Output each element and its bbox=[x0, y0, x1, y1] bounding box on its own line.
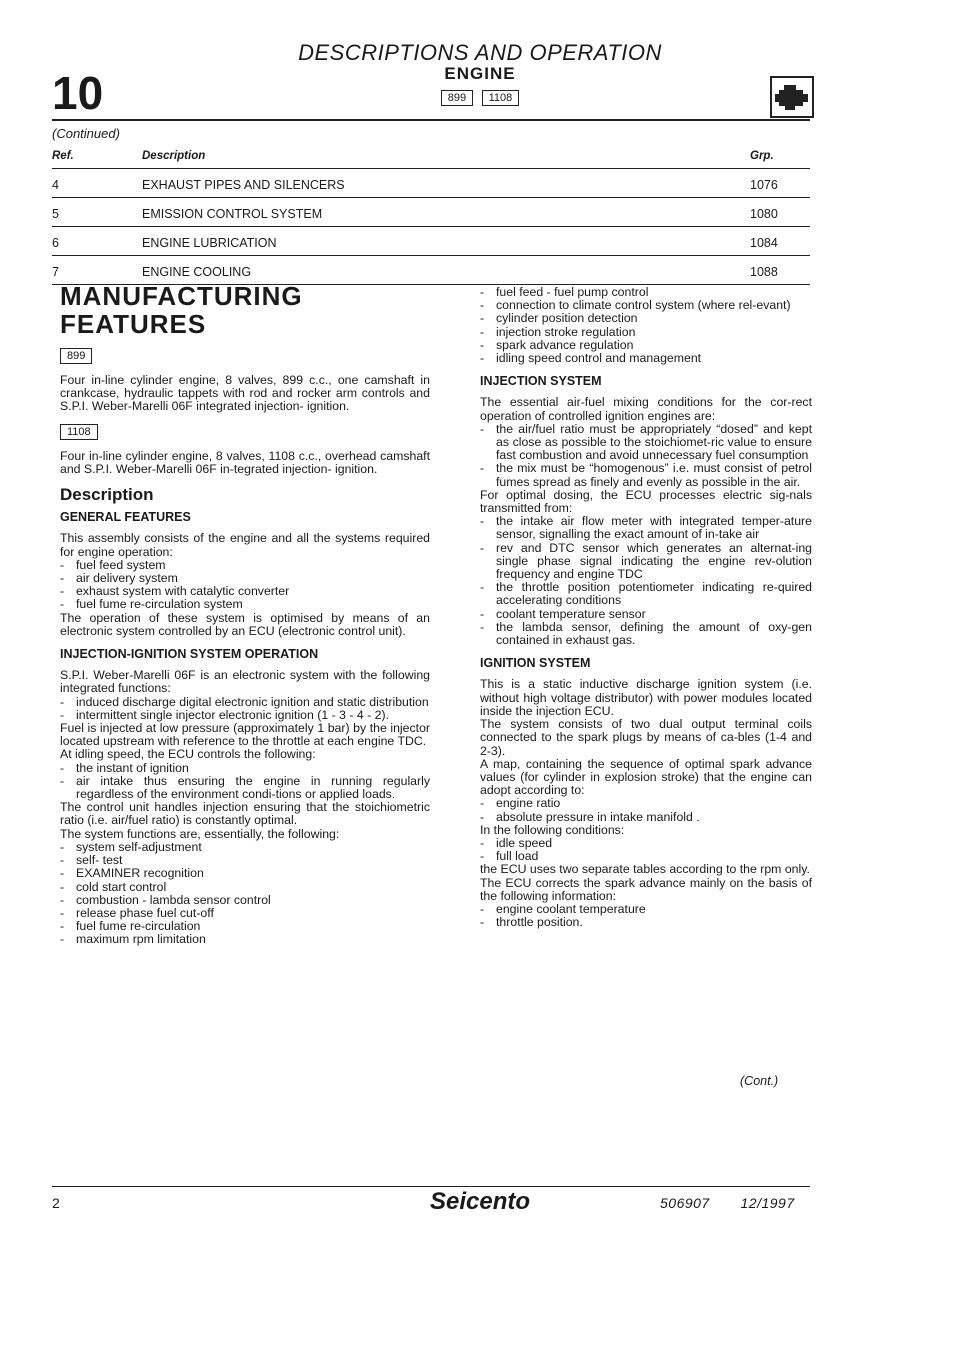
list-item: - the intake air flow meter with integrated temper-ature sensor, signalling the exact amount of in-take air bbox=[480, 515, 812, 541]
table-cell: 7 bbox=[52, 256, 142, 285]
table-cell: 1076 bbox=[750, 169, 810, 198]
box-899: 899 bbox=[60, 348, 92, 364]
control-unit-paragraph: The control unit handles injection ensuring that the stoichiometric ratio (i.e. air/fuel ratio) is constantly optimal. bbox=[60, 800, 430, 828]
table-cell: ENGINE LUBRICATION bbox=[142, 227, 750, 256]
ignition-para-2: The system consists of two dual output terminal coils connected to the spark plugs by means of ca-bles (1-4 and 2-3). bbox=[480, 717, 812, 758]
list-item: - spark advance regulation bbox=[480, 339, 812, 352]
page-number: 2 bbox=[52, 1195, 60, 1211]
idle-intro: At idling speed, the ECU controls the following: bbox=[60, 747, 316, 762]
general-outro: The operation of these system is optimised by means of an electronic system controlled by an ECU (electronic control unit). bbox=[60, 610, 430, 638]
list-item: - injection stroke regulation bbox=[480, 326, 812, 339]
list-item: - idling speed control and management bbox=[480, 352, 812, 365]
badge-899: 899 bbox=[441, 90, 473, 106]
general-features-heading: GENERAL FEATURES bbox=[60, 510, 191, 525]
engine-badges bbox=[0, 88, 960, 106]
table-row bbox=[52, 169, 810, 198]
table-cell: 6 bbox=[52, 227, 142, 256]
list-item: - idle speed bbox=[480, 837, 812, 850]
list-item: - throttle position. bbox=[480, 916, 812, 929]
injection-ignition-heading: INJECTION-IGNITION SYSTEM OPERATION bbox=[60, 647, 319, 662]
table-cell: 4 bbox=[52, 169, 142, 198]
col-grp: Grp. bbox=[750, 148, 810, 169]
table-row bbox=[52, 198, 810, 227]
dosing-intro: For optimal dosing, the ECU processes electric sig-nals transmitted from: bbox=[480, 487, 812, 516]
header-rule bbox=[52, 119, 810, 121]
list-item: - cold start control bbox=[60, 881, 430, 894]
general-intro: This assembly consists of the engine and all the systems required for engine operation: bbox=[60, 531, 430, 559]
document-number: 506907 bbox=[660, 1195, 710, 1211]
document-date: 12/1997 bbox=[740, 1195, 795, 1211]
list-item: - the air/fuel ratio must be appropriately “dosed” and kept as close as possible to the stoichiomet-ric value to ensure fast combustion and avoid unnecessary fuel consumption bbox=[480, 423, 812, 463]
list-item: - the mix must be “homogenous” i.e. must consist of petrol fumes spread as finely and evenly as possible in the air. bbox=[480, 462, 812, 488]
engine-icon bbox=[770, 76, 814, 118]
page-title: DESCRIPTIONS AND OPERATION bbox=[298, 40, 662, 65]
ignition-system-heading: IGNITION SYSTEM bbox=[480, 656, 591, 671]
continued-label: (Continued) bbox=[52, 126, 120, 141]
list-item: - absolute pressure in intake manifold . bbox=[480, 811, 812, 824]
list-item: - self- test bbox=[60, 854, 430, 867]
list-item: - intermittent single injector electronic ignition (1 - 3 - 4 - 2). bbox=[60, 709, 430, 722]
table-cell: 5 bbox=[52, 198, 142, 227]
badge-1108: 1108 bbox=[482, 90, 520, 106]
table-row bbox=[52, 227, 810, 256]
list-item: - fuel fume re-circulation system bbox=[60, 598, 430, 611]
list-item: - EXAMINER recognition bbox=[60, 867, 430, 880]
ecu-tables-paragraph: the ECU uses two separate tables according to the rpm only. bbox=[480, 862, 810, 877]
document-reference bbox=[660, 1195, 795, 1211]
description-heading: Description bbox=[60, 485, 154, 505]
list-item: - air delivery system bbox=[60, 572, 430, 585]
left-column bbox=[60, 282, 430, 947]
features-heading: FEATURES bbox=[60, 309, 207, 339]
footer-rule bbox=[52, 1186, 810, 1187]
page-subtitle: ENGINE bbox=[444, 64, 516, 83]
list-item: - coolant temperature sensor bbox=[480, 608, 812, 621]
col-description: Description bbox=[142, 148, 750, 169]
list-item: - release phase fuel cut-off bbox=[60, 907, 430, 920]
ignition-para-3: A map, containing the sequence of optimal spark advance values (for cylinder in explosion stroke) that the engine can adopt according to: bbox=[480, 756, 812, 798]
list-item: - air intake thus ensuring the engine in running regularly regardless of the environment condi-tions or applied loads. bbox=[60, 775, 430, 801]
ignition-para-1: This is a static inductive discharge ignition system (i.e. without high voltage distributor) with power modules located inside the injection ECU. bbox=[480, 677, 812, 718]
injection-intro: The essential air-fuel mixing conditions for the cor-rect operation of controlled ignition engines are: bbox=[480, 395, 812, 423]
section-number: 10 bbox=[52, 67, 104, 119]
box-1108: 1108 bbox=[60, 424, 98, 440]
list-item: - rev and DTC sensor which generates an alternat-ing single phase signal indicating the engine rev-olution frequency and engine TDC bbox=[480, 542, 812, 582]
table-cell: ENGINE COOLING bbox=[142, 256, 750, 285]
list-item: - system self-adjustment bbox=[60, 841, 430, 854]
ecu-correction-paragraph: The ECU corrects the spark advance mainly on the basis of the following information: bbox=[480, 875, 812, 903]
list-item: - fuel feed system bbox=[60, 559, 430, 572]
reference-table bbox=[52, 148, 810, 285]
list-item: - exhaust system with catalytic converter bbox=[60, 585, 430, 598]
injection-system-heading: INJECTION SYSTEM bbox=[480, 374, 602, 389]
list-item: - cylinder position detection bbox=[480, 312, 812, 325]
manufacturing-heading: MANUFACTURING bbox=[60, 281, 303, 311]
list-item: - connection to climate control system (where rel-evant) bbox=[480, 299, 812, 312]
list-item: - fuel feed - fuel pump control bbox=[480, 286, 812, 299]
list-item: - induced discharge digital electronic ignition and static distribution bbox=[60, 696, 430, 709]
col-ref: Ref. bbox=[52, 148, 142, 169]
table-cell: 1080 bbox=[750, 198, 810, 227]
list-item: - the instant of ignition bbox=[60, 762, 430, 775]
list-item: - engine ratio bbox=[480, 797, 812, 810]
list-item: - fuel fume re-circulation bbox=[60, 920, 430, 933]
table-cell: EXHAUST PIPES AND SILENCERS bbox=[142, 169, 750, 198]
table-cell: 1088 bbox=[750, 256, 810, 285]
para-1108: Four in-line cylinder engine, 8 valves, 1108 c.c., overhead camshaft and S.P.I. Weber-Marelli 06F in-tegrated injection- ignition. bbox=[60, 448, 430, 476]
continued-marker: (Cont.) bbox=[740, 1074, 779, 1088]
table-header-row bbox=[52, 148, 810, 169]
list-item: - the lambda sensor, defining the amount of oxy-gen contained in exhaust gas. bbox=[480, 621, 812, 647]
table-cell: EMISSION CONTROL SYSTEM bbox=[142, 198, 750, 227]
list-item: - combustion - lambda sensor control bbox=[60, 894, 430, 907]
list-item: - maximum rpm limitation bbox=[60, 933, 430, 946]
brand-logo: Seicento bbox=[429, 1188, 531, 1215]
functions-intro: The system functions are, essentially, the following: bbox=[60, 826, 340, 841]
para-899: Four in-line cylinder engine, 8 valves, 899 c.c., one camshaft in crankcase, hydraulic tappets with rod and rocker arm controls and S.P.I. Weber-Marelli 06F integrated injection- ignition. bbox=[60, 373, 430, 414]
fuel-paragraph: Fuel is injected at low pressure (approximately 1 bar) by the injector located upstream with reference to the throttle at each engine TDC. bbox=[60, 721, 430, 749]
table-cell: 1084 bbox=[750, 227, 810, 256]
list-item: - full load bbox=[480, 850, 812, 863]
list-item: - the throttle position potentiometer indicating re-quired accelerating conditions bbox=[480, 581, 812, 607]
list-item: - engine coolant temperature bbox=[480, 903, 812, 916]
right-column bbox=[480, 286, 812, 929]
conditions-intro: In the following conditions: bbox=[480, 822, 625, 837]
injection-intro: S.P.I. Weber-Marelli 06F is an electronic system with the following integrated functions: bbox=[60, 668, 430, 696]
